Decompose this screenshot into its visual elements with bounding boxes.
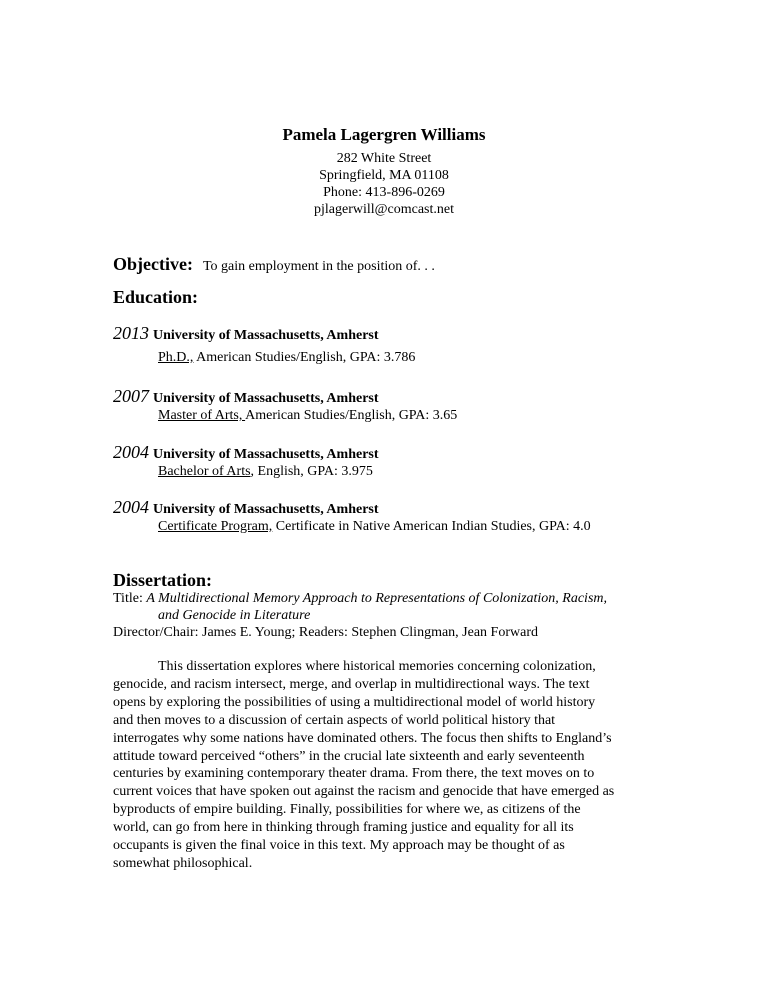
phone-number: Phone: 413-896-0269 <box>323 185 445 200</box>
education-degree: Bachelor of Arts <box>158 464 251 479</box>
applicant-name: Pamela Lagergren Williams <box>282 125 486 144</box>
education-year: 2007 <box>113 386 149 406</box>
dissertation-heading: Dissertation: <box>113 570 212 590</box>
abstract-line: centuries by examining contemporary theater drama. From there, the text moves on to <box>113 766 595 782</box>
objective-text: To gain employment in the position of. . . <box>202 259 435 274</box>
education-school: University of Massachusetts, Amherst <box>153 447 379 462</box>
dissertation-title-continued: and Genocide in Literature <box>158 608 311 623</box>
dissertation-abstract <box>113 658 658 873</box>
street-address: 282 White Street <box>336 151 432 166</box>
abstract-line: occupants is given the final voice in this text. My approach may be thought of as <box>113 838 565 854</box>
education-degree-line <box>158 408 457 424</box>
abstract-line: world, can go from here in thinking through framing justice and equality for all its <box>113 820 574 836</box>
objective-section <box>113 254 435 275</box>
education-year: 2013 <box>113 323 149 343</box>
dissertation-director: Director/Chair: James E. Young; Readers: Stephen Clingman, Jean Forward <box>113 625 538 640</box>
abstract-line: opens by exploring the possibilities of using a multidirectional model of world history <box>113 694 596 710</box>
education-entry <box>113 442 379 463</box>
abstract-line: genocide, and racism intersect, merge, and overlap in multidirectional ways. The text <box>113 676 590 692</box>
abstract-line: and then moves to a discussion of certain aspects of world political history that <box>113 712 556 728</box>
education-degree-line <box>158 464 373 480</box>
education-school: University of Massachusetts, Amherst <box>153 502 379 517</box>
education-detail: , English, GPA: 3.975 <box>250 464 373 479</box>
education-entry <box>113 497 379 518</box>
email-address: pjlagerwill@comcast.net <box>313 202 454 217</box>
abstract-line: attitude toward perceived “others” in the crucial late sixteenth and early seventeenth <box>113 748 585 764</box>
education-detail: American Studies/English, GPA: 3.65 <box>245 408 458 423</box>
city-state-zip: Springfield, MA 01108 <box>319 168 449 183</box>
education-school: University of Massachusetts, Amherst <box>153 328 379 343</box>
abstract-line: somewhat philosophical. <box>113 855 253 871</box>
education-degree-line <box>158 350 415 366</box>
abstract-line: This dissertation explores where historical memories concerning colonization, <box>158 659 596 674</box>
education-year: 2004 <box>113 497 149 517</box>
dissertation-title-label: Title: <box>113 591 147 606</box>
education-degree: Master of Arts, <box>158 408 246 423</box>
education-detail: American Studies/English, GPA: 3.786 <box>193 350 416 365</box>
education-heading: Education: <box>113 287 199 307</box>
abstract-line: interrogates why some nations have dominated others. The focus then shifts to England’s <box>113 730 612 746</box>
education-school: University of Massachusetts, Amherst <box>153 391 379 406</box>
dissertation-title: A Multidirectional Memory Approach to Representations of Colonization, Racism, <box>146 591 608 606</box>
objective-heading: Objective: <box>113 254 193 274</box>
education-year: 2004 <box>113 442 149 462</box>
abstract-line: byproducts of empire building. Finally, possibilities for where we, as citizens of the <box>113 802 581 818</box>
education-degree: Certificate Program, <box>158 519 273 534</box>
education-entry <box>113 323 379 344</box>
education-degree-line <box>158 519 591 535</box>
education-detail: Certificate in Native American Indian Studies, GPA: 4.0 <box>272 519 591 534</box>
abstract-line: current voices that have spoken out against the racism and genocide that have emerged as <box>113 784 615 800</box>
education-entry <box>113 386 379 407</box>
dissertation-title-line <box>113 591 607 607</box>
education-degree: Ph.D., <box>158 350 194 365</box>
